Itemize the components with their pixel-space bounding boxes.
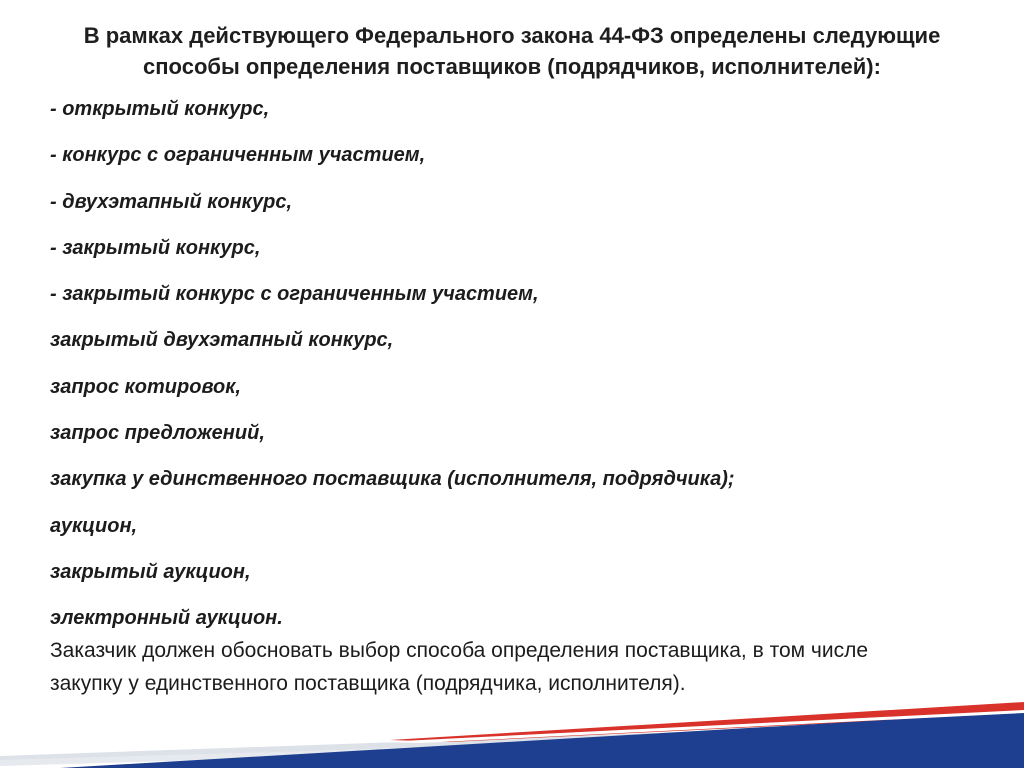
title-line: способы определения поставщиков (подрядчиков, исполнителей): [143, 54, 881, 79]
method-single-supplier: закупка у единственного поставщика (исполнителя, подрядчика); [50, 468, 735, 491]
method-open-tender: - открытый конкурс, [50, 98, 270, 120]
method-closed-tender: - закрытый конкурс, [50, 236, 261, 259]
method-electronic-auction: электронный аукцион. [50, 607, 283, 630]
method-auction: аукцион, [50, 514, 138, 537]
method-two-stage-tender: - двухэтапный конкурс, [50, 190, 293, 213]
note-line: закупку у единственного поставщика (подрядчика, исполнителя). [50, 672, 686, 695]
method-proposal-request: запрос предложений, [50, 422, 265, 445]
method-quotation-request: запрос котировок, [50, 375, 241, 398]
method-closed-limited-tender: - закрытый конкурс с ограниченным участием, [50, 283, 539, 306]
footer-swoosh-decoration [0, 690, 1024, 768]
note-line: Заказчик должен обосновать выбор способа определения поставщика, в том числе [50, 639, 869, 662]
title-line: В рамках действующего Федерального закона 44-ФЗ определены следующие [83, 23, 941, 48]
method-closed-two-stage-tender: закрытый двухэтапный конкурс, [50, 329, 394, 352]
method-closed-auction: закрытый аукцион, [50, 560, 251, 583]
methods-list [50, 95, 990, 651]
method-limited-tender: - конкурс с ограниченным участием, [50, 144, 426, 167]
slide-title [40, 20, 984, 82]
